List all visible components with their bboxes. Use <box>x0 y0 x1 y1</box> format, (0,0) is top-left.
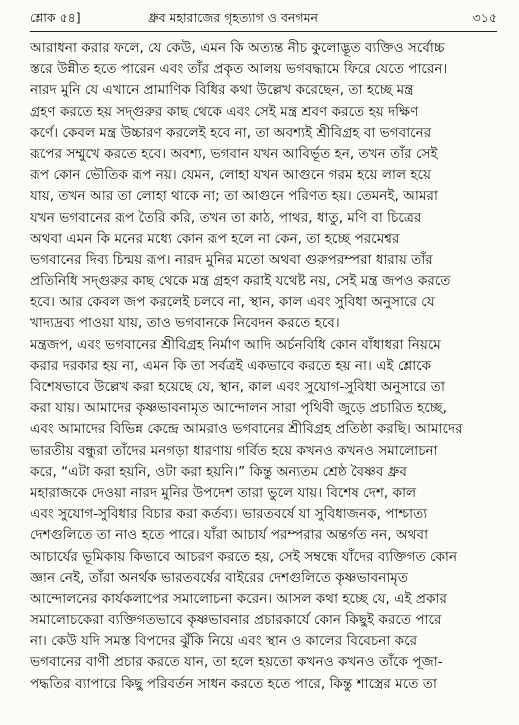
text-line: সমালোচকেরা ব্যক্তিগতভাবে কৃষ্ণভাবনার প্রচারকার্যে কোন কিছুই করতে পারে <box>30 612 442 629</box>
body-text <box>30 38 498 695</box>
header-verse-ref: শ্লোক ৫৪] <box>30 10 81 25</box>
text-line: এবং আমাদের বিভিন্ন কেন্দ্রে আমরাও ভগবানের শ্রীবিগ্রহ প্রতিষ্ঠা করছি। আমাদের <box>30 421 463 438</box>
text-line: আরাধনা করার ফলে, যে কেউ, এমন কি অত্যন্ত নীচ কুলোদ্ভূত ব্যক্তিও সর্বোচ্চ <box>30 40 445 56</box>
text-line: এবং সুযোগ-সুবিধার বিচার করা কর্তব্য। ভারতবর্ষে যা সুবিধাজনক, পাশ্চাত্য <box>30 506 428 523</box>
text-line: গ্রহণ করতে হয় সদ্গুরুর কাছ থেকে এবং সেই মন্ত্র শ্রবণ করতে হয় দক্ষিণ <box>30 103 419 120</box>
text-line: জ্ঞান নেই, তাঁরা অনর্থক ভারতবর্ষের বাইরের দেশগুলিতে কৃষ্ণভাবনামৃত <box>30 569 409 586</box>
text-line: আচার্যের ভূমিকায় কিভাবে আচরণ করতে হয়, সেই সম্বন্ধে যাঁদের ব্যক্তিগত কোন <box>30 548 458 565</box>
header-rule <box>30 31 497 32</box>
text-line: অথবা এমন কি মনের মধ্যে কোন রূপ হলে না কেন, তা হচ্ছে পরমেশ্বর <box>30 230 400 247</box>
text-line: কর্ণে। কেবল মন্ত্র উচ্চারণ করলেই হবে না, তা অবশ্যই শ্রীবিগ্রহ বা ভগবানের <box>30 124 432 141</box>
text-line: রূপের সম্মুখে করতে হবে। অবশ্য, ভগবান যখন আবির্ভূত হন, তখন তাঁর সেই <box>30 145 438 162</box>
text-line: নারদ মুনি যে এখানে প্রামাণিক বিধির কথা উল্লেখ করেছেন, তা হচ্ছে মন্ত্র <box>30 82 414 99</box>
header-page-number: ৩১৫ <box>472 10 497 25</box>
text-line: পদ্ধতির ব্যাপারে কিছু পরিবর্তন সাধন করতে হতে পারে, কিন্তু শাস্ত্রের মতে তা <box>30 675 437 692</box>
text-line: প্রতিনিধি সদ্গুরুর কাছ থেকে মন্ত্র গ্রহণ করাই যথেষ্ট নয়, সেই মন্ত্র জপও করতে <box>30 273 451 290</box>
text-line: আন্দোলনের কার্যকলাপের সমালোচনা করেন। আসল কথা হচ্ছে যে, এই প্রকার <box>30 590 447 607</box>
text-line: যখন ভগবানের রূপ তৈরি করি, তখন তা কাঠ, পাথর, ধাতু, মণি বা চিত্রের <box>30 209 422 226</box>
text-line: বিশেষভাবে উল্লেখ করা হয়েছে যে, স্থান, কাল এবং সুযোগ-সুবিধা অনুসারে তা <box>30 379 445 395</box>
text-line: ভগবানের বাণী প্রচার করতে যান, তা হলে হয়তো কখনও কখনও তাঁকে পূজা- <box>30 654 443 671</box>
text-line: মন্ত্রজপ, এবং ভগবানের শ্রীবিগ্রহ নির্মাণ আদি অর্চনবিধি কোন বাঁধাধরা নিয়মে <box>30 336 441 353</box>
text-line: মহারাজকে দেওয়া নারদ মুনির উপদেশ তারা ভুলে যায়। বিশেষ দেশ, কাল <box>30 484 417 501</box>
header-chapter-title: ধ্রুব মহারাজের গৃহত্যাগ ও বনগমন <box>148 10 318 25</box>
text-line: ভগবানের দিব্য চিন্ময় রূপ। নারদ মুনির মতো অথবা গুরুপরম্পরা ধারায় তাঁর <box>30 251 433 268</box>
text-line: করার দরকার হয় না, এমন কি তা সর্বত্রই একভাবে করতে হয় না। এই শ্লোকে <box>30 357 432 374</box>
text-line: দেশগুলিতে তা নাও হতে পারে। যাঁরা আচার্য পরম্পরার অন্তর্গত নন, অথবা <box>30 527 429 544</box>
text-line: করে, “এটা করা হয়নি, ওটা করা হয়নি।” কিন্তু অন্যতম শ্রেষ্ঠ বৈষ্ণব ধ্রুব <box>30 463 407 480</box>
running-header <box>30 8 497 30</box>
text-line: ভারতীয় বন্ধুরা তাঁদের মনগড়া ধারণায় গর্বিত হয়ে কখনও কখনও সমালোচনা <box>30 442 438 459</box>
text-line: খাদ্যদ্রব্য পাওয়া যায়, তাও ভগবানকে নিবেদন করতে হবে। <box>30 315 340 332</box>
text-line: স্তরে উন্নীত হতে পারেন এবং তাঁর প্রকৃত আলয় ভগবদ্ধামে ফিরে যেতে পারেন। <box>30 61 448 78</box>
text-line: হবে। আর কেবল জপ করলেই চলবে না, স্থান, কাল এবং সুবিধা অনুসারে যে <box>30 294 435 311</box>
text-line: করা যায়। আমাদের কৃষ্ণভাবনামৃত আন্দোলন সারা পৃথিবী জুড়ে প্রচারিত হচ্ছে, <box>30 400 447 417</box>
text-line: রূপ কোন ভৌতিক রূপ নয়। যেমন, লোহা যখন আগুনে গরম হয়ে লাল হয়ে <box>30 167 432 184</box>
text-line: যায়, তখন আর তা লোহা থাকে না; তা আগুনে পরিণত হয়। তেমনই, আমরা <box>30 188 438 205</box>
text-line: না। কেউ যদি সমস্ত বিপদের ঝুঁকি নিয়ে এবং স্থান ও কালের বিবেচনা করে <box>30 633 418 650</box>
